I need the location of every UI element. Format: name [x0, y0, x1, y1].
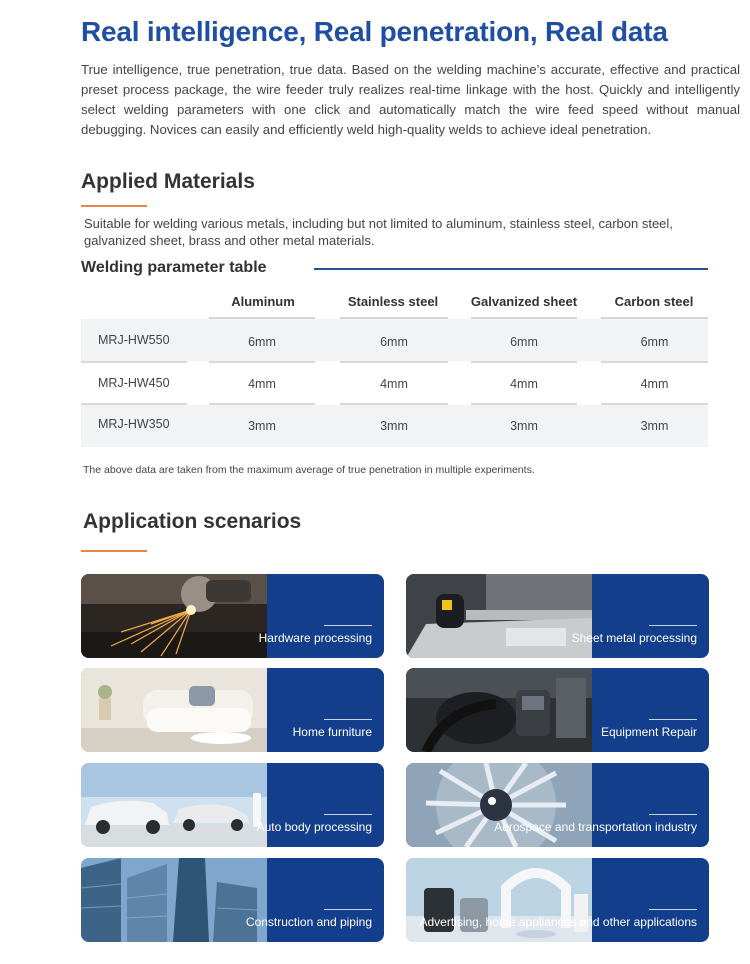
sofa-livingroom-photo	[81, 668, 267, 752]
scenario-card-auto-body-processing[interactable]	[81, 763, 384, 847]
scenario-label: Advertising, home appliances and other applications	[419, 915, 697, 929]
scenario-label: Aerospace and transportation industry	[494, 820, 697, 834]
value-cell: 3mm	[640, 419, 669, 433]
column-header-galvanized-sheet: Galvanized sheet	[470, 294, 578, 309]
page-title: Real intelligence, Real penetration, Real data	[81, 16, 668, 47]
card-label-rule	[324, 814, 372, 815]
value-cell: 4mm	[248, 377, 276, 391]
scenario-card-aerospace-transportation[interactable]	[406, 763, 709, 847]
value-cell: 3mm	[380, 419, 408, 433]
table-row	[81, 405, 708, 447]
card-label-rule	[649, 719, 697, 720]
model-cell: MRJ-HW450	[98, 376, 170, 390]
table-caption: Welding parameter table	[81, 259, 267, 276]
value-cell: 6mm	[510, 335, 538, 349]
sheet-metal-press-photo	[406, 574, 592, 658]
column-header-carbon-steel: Carbon steel	[614, 294, 694, 309]
scenario-card-advertising-appliances[interactable]	[406, 858, 709, 942]
application-scenarios-underline	[81, 550, 147, 552]
scenario-label: Home furniture	[292, 725, 372, 739]
application-scenarios-heading: Application scenarios	[83, 510, 302, 533]
value-cell: 4mm	[640, 377, 669, 391]
skyscrapers-photo	[81, 858, 267, 942]
model-cell: MRJ-HW350	[98, 417, 170, 431]
electric-cars-photo	[81, 763, 267, 847]
card-label-rule	[649, 814, 697, 815]
scenario-card-hardware-processing[interactable]	[81, 574, 384, 658]
table-caption-rule	[314, 268, 708, 270]
card-label-rule	[649, 625, 697, 626]
jet-engine-photo	[406, 763, 592, 847]
scenario-card-equipment-repair[interactable]	[406, 668, 709, 752]
column-header-stainless-steel: Stainless steel	[347, 294, 439, 309]
table-footnote: The above data are taken from the maximum average of true penetration in multiple experiments.	[83, 464, 535, 476]
card-label-rule	[324, 719, 372, 720]
grinding-sparks-photo	[81, 574, 267, 658]
table-row	[81, 319, 708, 361]
model-cell: MRJ-HW550	[98, 333, 170, 347]
scenario-card-construction-piping[interactable]	[81, 858, 384, 942]
value-cell: 3mm	[248, 419, 276, 433]
value-cell: 3mm	[510, 419, 538, 433]
scenario-label: Sheet metal processing	[571, 631, 697, 645]
value-cell: 4mm	[380, 377, 408, 391]
scenario-label: Hardware processing	[258, 631, 372, 645]
appliances-photo	[406, 858, 592, 942]
column-header-aluminum: Aluminum	[231, 294, 295, 309]
value-cell: 6mm	[640, 335, 669, 349]
table-row	[81, 363, 708, 405]
scenario-label: Auto body processing	[256, 820, 372, 834]
welding-repair-photo	[406, 668, 592, 752]
card-label-rule	[324, 909, 372, 910]
value-cell: 6mm	[248, 335, 276, 349]
scenario-label: Construction and piping	[245, 915, 372, 929]
applied-materials-text: Suitable for welding various metals, including but not limited to aluminum, stainless steel, carbon steel, galvanized sheet, brass and other metal materials.	[84, 216, 673, 248]
scenario-label: Equipment Repair	[600, 725, 697, 739]
applied-materials-heading: Applied Materials	[81, 170, 255, 193]
value-cell: 6mm	[380, 335, 408, 349]
intro-paragraph: True intelligence, true penetration, true data. Based on the welding machine’s accurate, effective and practical preset process package, the wire feeder truly realizes real-time linkage with the host. Quickly and intelligently select welding parameters with one click and automatically match the wire feed speed without manual debugging. Novices can easily and efficiently weld high-quality welds to achieve ideal penetration.	[81, 62, 740, 137]
scenario-card-home-furniture[interactable]	[81, 668, 384, 752]
scenario-card-sheet-metal-processing[interactable]	[406, 574, 709, 658]
card-label-rule	[649, 909, 697, 910]
applied-materials-underline	[81, 205, 147, 207]
card-label-rule	[324, 625, 372, 626]
value-cell: 4mm	[510, 377, 538, 391]
